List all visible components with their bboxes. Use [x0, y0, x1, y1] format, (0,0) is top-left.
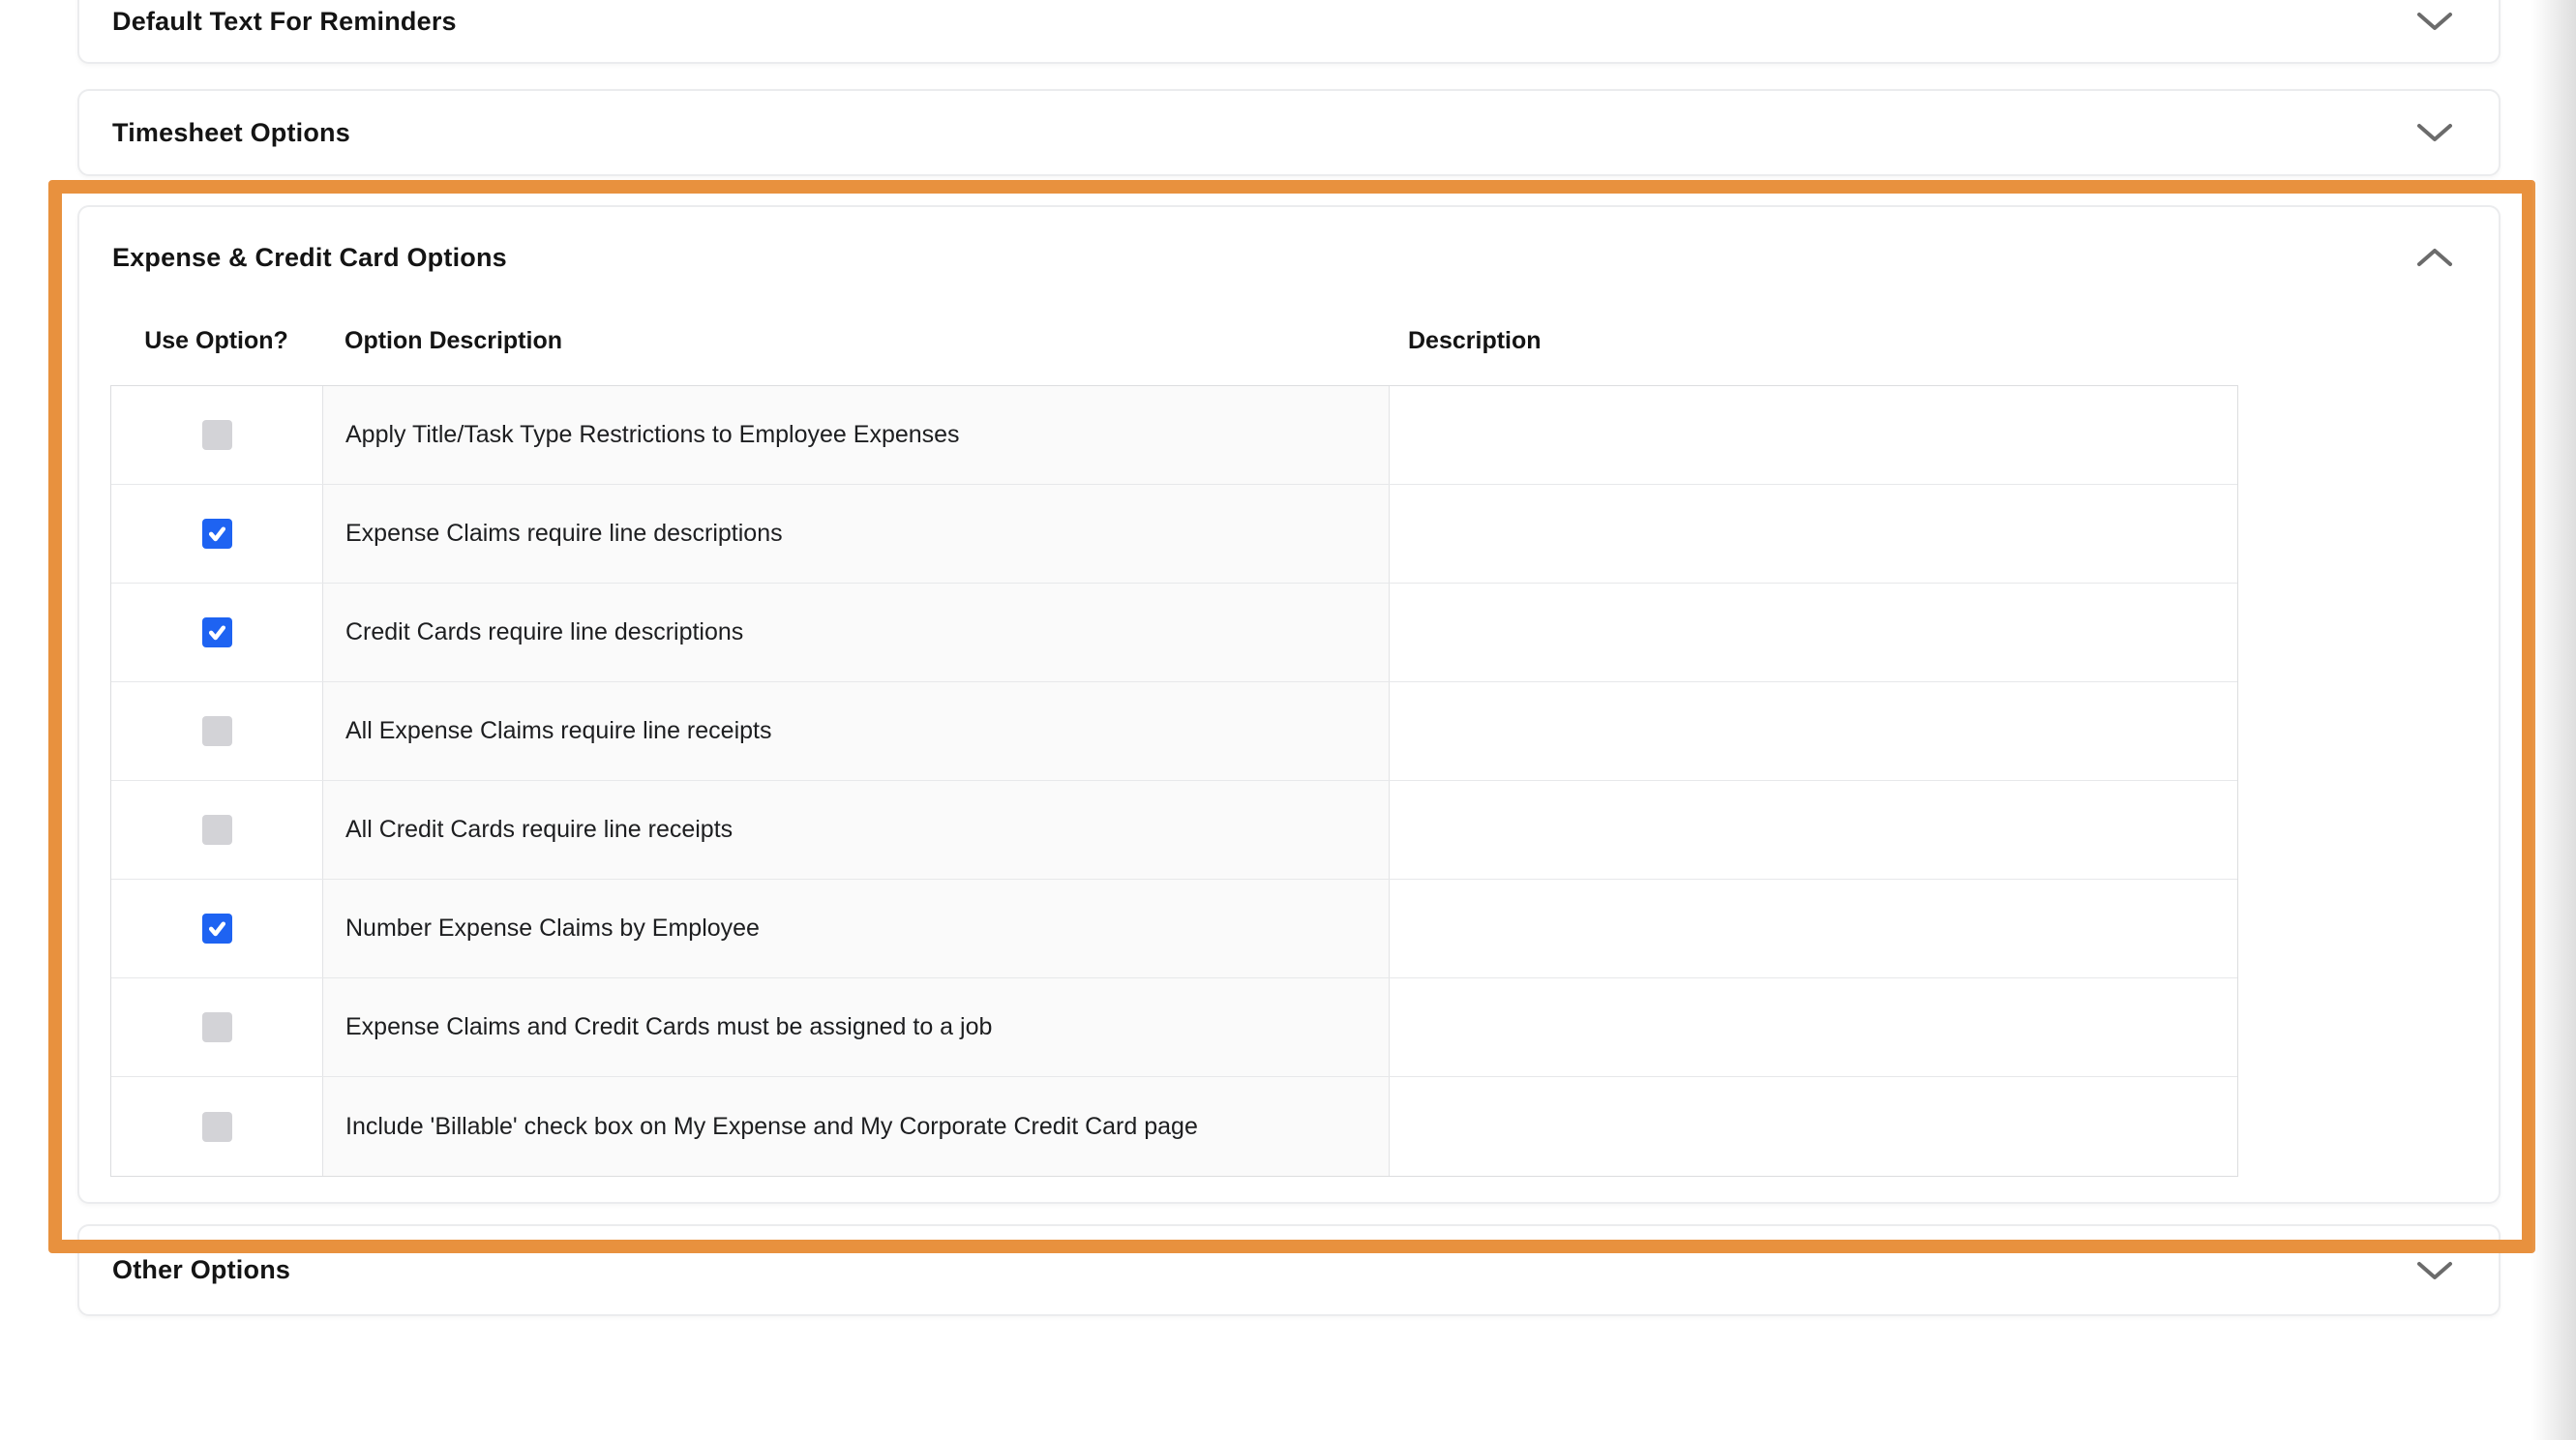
accordion-header-timesheet-options[interactable] [79, 91, 2499, 174]
accordion-title: Default Text For Reminders [112, 6, 457, 36]
use-option-cell [111, 978, 323, 1076]
option-description-text: All Expense Claims require line receipts [345, 717, 772, 744]
accordion-header-expense-credit-card-options[interactable] [79, 207, 2499, 308]
options-table [110, 385, 2238, 1177]
use-option-checkbox[interactable] [202, 1112, 232, 1142]
description-cell[interactable] [1390, 682, 2237, 780]
option-description-text: Number Expense Claims by Employee [345, 915, 760, 942]
accordion-title: Other Options [112, 1255, 291, 1284]
option-description-text: Expense Claims and Credit Cards must be assigned to a job [345, 1013, 993, 1040]
description-cell[interactable] [1390, 485, 2237, 583]
accordion-header-default-text-for-reminders[interactable] [79, 0, 2499, 62]
option-description-cell [323, 386, 1390, 484]
use-option-checkbox[interactable] [202, 420, 232, 450]
table-row [111, 880, 2237, 978]
description-cell[interactable] [1390, 978, 2237, 1076]
description-cell[interactable] [1390, 781, 2237, 879]
use-option-cell [111, 682, 323, 780]
option-description-cell [323, 682, 1390, 780]
chevron-down-icon [2415, 122, 2454, 143]
use-option-cell [111, 485, 323, 583]
use-option-cell [111, 584, 323, 681]
option-description-text: All Credit Cards require line receipts [345, 816, 734, 843]
description-cell[interactable] [1390, 1077, 2237, 1176]
accordion-title: Expense & Credit Card Options [112, 242, 507, 272]
option-description-cell [323, 1077, 1390, 1176]
option-description-cell [323, 978, 1390, 1076]
use-option-cell [111, 781, 323, 879]
column-header-option-description: Option Description [344, 327, 562, 354]
use-option-checkbox[interactable] [202, 716, 232, 746]
accordion-header-other-options[interactable] [79, 1226, 2499, 1314]
table-row [111, 781, 2237, 880]
option-description-text: Apply Title/Task Type Restrictions to Employee Expenses [345, 421, 960, 448]
description-cell[interactable] [1390, 386, 2237, 484]
chevron-down-icon [2415, 11, 2454, 32]
description-cell[interactable] [1390, 880, 2237, 977]
use-option-cell [111, 1077, 323, 1176]
use-option-cell [111, 880, 323, 977]
accordion-card-default-text-for-reminders [77, 0, 2501, 64]
column-header-use-option: Use Option? [144, 327, 288, 354]
column-header-description: Description [1408, 327, 1542, 354]
checkmark-icon [206, 621, 228, 644]
use-option-cell [111, 386, 323, 484]
option-description-cell [323, 781, 1390, 879]
table-row [111, 978, 2237, 1077]
accordion-card-expense-credit-card-options [77, 205, 2501, 1204]
option-description-cell [323, 485, 1390, 583]
description-cell[interactable] [1390, 584, 2237, 681]
option-description-cell [323, 584, 1390, 681]
table-row [111, 584, 2237, 682]
use-option-checkbox[interactable] [202, 914, 232, 944]
chevron-down-icon [2415, 1260, 2454, 1281]
accordion-card-timesheet-options [77, 89, 2501, 176]
use-option-checkbox[interactable] [202, 519, 232, 549]
use-option-checkbox[interactable] [202, 617, 232, 647]
use-option-checkbox[interactable] [202, 1012, 232, 1042]
chevron-up-icon [2415, 247, 2454, 268]
option-description-text: Expense Claims require line descriptions [345, 520, 783, 547]
table-row [111, 386, 2237, 485]
use-option-checkbox[interactable] [202, 815, 232, 845]
option-description-cell [323, 880, 1390, 977]
screen-edge-shadow [2531, 0, 2576, 1440]
accordion-card-other-options [77, 1224, 2501, 1316]
table-row [111, 682, 2237, 781]
checkmark-icon [206, 917, 228, 940]
table-row [111, 1077, 2237, 1176]
checkmark-icon [206, 523, 228, 545]
option-description-text: Include 'Billable' check box on My Expense and My Corporate Credit Card page [345, 1112, 1198, 1140]
table-row [111, 485, 2237, 584]
accordion-title: Timesheet Options [112, 117, 350, 147]
option-description-text: Credit Cards require line descriptions [345, 618, 744, 645]
